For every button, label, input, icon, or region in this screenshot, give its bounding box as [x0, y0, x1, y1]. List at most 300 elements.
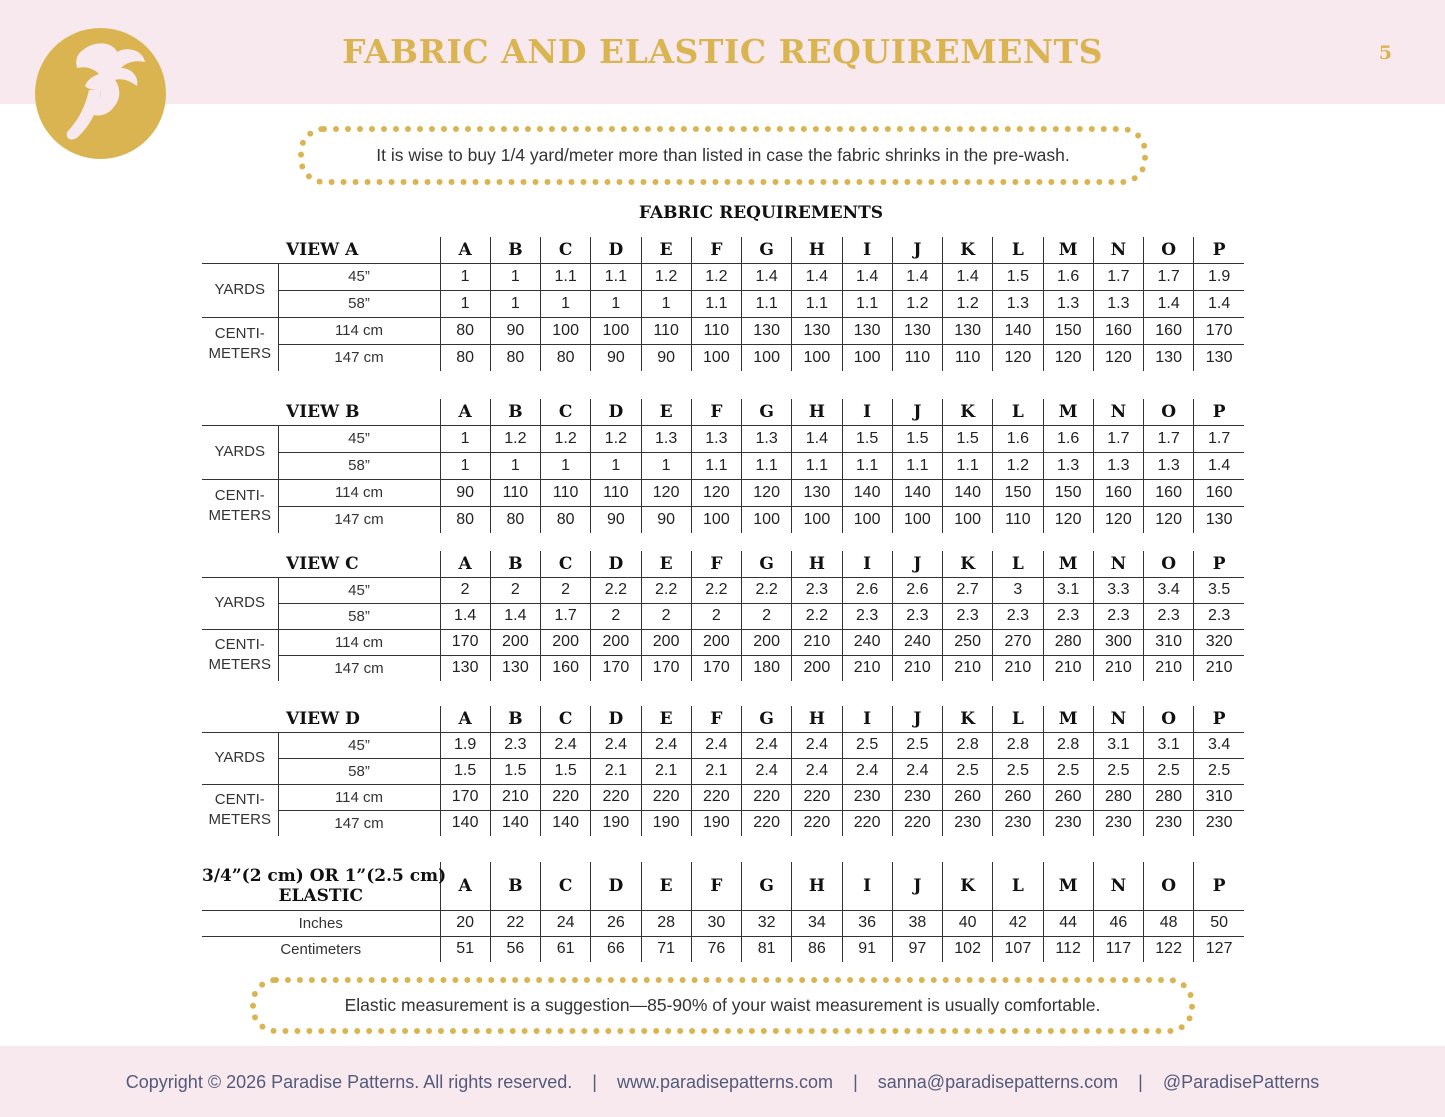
table-cell: 190	[591, 810, 641, 836]
size-header: O	[1144, 237, 1194, 263]
table-cell: 160	[1144, 479, 1194, 506]
fabric-table-view-b	[202, 399, 1244, 533]
size-header: H	[792, 862, 842, 910]
table-cell: 2.4	[641, 732, 691, 758]
table-cell: 140	[993, 317, 1043, 344]
size-header: N	[1093, 551, 1143, 577]
table-cell: 1.4	[490, 603, 540, 629]
size-header: G	[742, 706, 792, 732]
fabric-width: 45”	[278, 577, 440, 603]
table-row	[202, 603, 1244, 629]
size-header: F	[691, 706, 741, 732]
fabric-width: 147 cm	[278, 506, 440, 533]
footer-copyright: Copyright © 2026 Paradise Patterns. All rights reserved.	[125, 1072, 573, 1092]
table-cell: 2.3	[892, 603, 942, 629]
table-cell: 2	[440, 577, 490, 603]
size-header: I	[842, 237, 892, 263]
fabric-width: 147 cm	[278, 344, 440, 371]
table-row	[202, 936, 1244, 962]
table-cell: 2.3	[1144, 603, 1194, 629]
size-header: C	[541, 706, 591, 732]
table-cell: 130	[943, 317, 993, 344]
table-cell: 1.1	[691, 290, 741, 317]
table-cell: 1	[440, 290, 490, 317]
unit-label: METERS	[208, 656, 271, 674]
table-cell: 2.4	[591, 732, 641, 758]
table-cell: 22	[490, 910, 540, 936]
table-cell: 140	[440, 810, 490, 836]
table-cell: 280	[1144, 784, 1194, 810]
table-cell: 170	[440, 784, 490, 810]
size-header: K	[943, 706, 993, 732]
table-header-row	[202, 862, 1244, 910]
table-row	[202, 425, 1244, 452]
size-header: L	[993, 862, 1043, 910]
fabric-width: 114 cm	[278, 479, 440, 506]
size-header: K	[943, 237, 993, 263]
table-cell: 130	[842, 317, 892, 344]
table-cell: 1.3	[993, 290, 1043, 317]
fabric-width: 45”	[278, 263, 440, 290]
table-cell: 230	[892, 784, 942, 810]
fabric-table-view-d	[202, 706, 1244, 836]
table-cell: 100	[541, 317, 591, 344]
table-cell: 1.5	[943, 425, 993, 452]
table-cell: 230	[1093, 810, 1143, 836]
table-cell: 34	[792, 910, 842, 936]
table-cell: 1.5	[490, 758, 540, 784]
prewash-note	[298, 126, 1148, 185]
size-header: L	[993, 551, 1043, 577]
table-cell: 170	[691, 655, 741, 681]
table-cell: 1.5	[440, 758, 490, 784]
table-cell: 48	[1144, 910, 1194, 936]
size-header: M	[1043, 706, 1093, 732]
size-header: L	[993, 237, 1043, 263]
table-cell: 150	[993, 479, 1043, 506]
table-cell: 2.4	[892, 758, 942, 784]
table-cell: 2.4	[792, 732, 842, 758]
table-cell: 230	[993, 810, 1043, 836]
table-cell: 51	[440, 936, 490, 962]
table-cell: 1.1	[842, 290, 892, 317]
table-cell: 1.7	[1093, 263, 1143, 290]
table-cell: 200	[792, 655, 842, 681]
table-cell: 90	[591, 506, 641, 533]
size-header: K	[943, 551, 993, 577]
table-cell: 170	[1194, 317, 1244, 344]
table-cell: 2.2	[691, 577, 741, 603]
table-cell: 270	[993, 629, 1043, 655]
fabric-table-view-a	[202, 237, 1244, 371]
table-cell: 3.1	[1043, 577, 1093, 603]
size-header: H	[792, 551, 842, 577]
table-cell: 1.4	[842, 263, 892, 290]
table-cell: 3.5	[1194, 577, 1244, 603]
elastic-title-line: 3/4”(2 cm) OR 1”(2.5 cm)	[202, 865, 447, 886]
table-cell: 130	[742, 317, 792, 344]
table-cell: 2.6	[842, 577, 892, 603]
table-cell: 220	[792, 810, 842, 836]
table-cell: 2	[641, 603, 691, 629]
fabric-width: 147 cm	[278, 655, 440, 681]
size-header: F	[691, 237, 741, 263]
table-cell: 1.9	[440, 732, 490, 758]
table-cell: 120	[742, 479, 792, 506]
size-header: F	[691, 862, 741, 910]
table-cell: 1	[440, 425, 490, 452]
size-header: O	[1144, 399, 1194, 425]
table-cell: 1.3	[1093, 452, 1143, 479]
table-cell: 1.7	[1194, 425, 1244, 452]
table-cell: 110	[943, 344, 993, 371]
unit-label: YARDS	[214, 281, 266, 298]
table-cell: 100	[691, 344, 741, 371]
table-cell: 240	[842, 629, 892, 655]
table-cell: 220	[842, 810, 892, 836]
table-cell: 2.5	[842, 732, 892, 758]
table-cell: 210	[490, 784, 540, 810]
table-cell: 1.1	[742, 290, 792, 317]
table-cell: 2	[591, 603, 641, 629]
unit-label: CENTI-	[214, 487, 265, 505]
size-header: D	[591, 237, 641, 263]
table-cell: 200	[490, 629, 540, 655]
table-cell: 1.2	[993, 452, 1043, 479]
table-cell: 220	[792, 784, 842, 810]
table-cell: 1.2	[943, 290, 993, 317]
table-cell: 110	[691, 317, 741, 344]
size-header: J	[892, 399, 942, 425]
table-cell: 2.4	[842, 758, 892, 784]
blank-cell	[202, 551, 278, 577]
table-row	[202, 317, 1244, 344]
table-cell: 130	[1144, 344, 1194, 371]
table-cell: 110	[541, 479, 591, 506]
table-cell: 2.1	[691, 758, 741, 784]
table-row	[202, 810, 1244, 836]
table-cell: 90	[641, 344, 691, 371]
table-cell: 210	[1194, 655, 1244, 681]
table-cell: 1.7	[1144, 263, 1194, 290]
table-cell: 1	[591, 452, 641, 479]
page-title: FABRIC AND ELASTIC REQUIREMENTS	[342, 32, 1103, 71]
table-cell: 160	[1093, 479, 1143, 506]
size-header: M	[1043, 551, 1093, 577]
size-header: L	[993, 706, 1043, 732]
table-row	[202, 629, 1244, 655]
table-cell: 170	[641, 655, 691, 681]
table-cell: 200	[691, 629, 741, 655]
view-name: VIEW D	[286, 708, 360, 729]
unit-label: METERS	[208, 811, 271, 829]
table-cell: 24	[541, 910, 591, 936]
table-cell: 100	[742, 344, 792, 371]
table-cell: 90	[490, 317, 540, 344]
table-row	[202, 732, 1244, 758]
table-cell: 1.3	[742, 425, 792, 452]
table-cell: 2.5	[943, 758, 993, 784]
table-cell: 200	[541, 629, 591, 655]
unit-yards	[202, 577, 278, 629]
blank-cell	[202, 237, 278, 263]
table-cell: 110	[591, 479, 641, 506]
blank-cell	[202, 706, 278, 732]
footer-social-link[interactable]: @ParadisePatterns	[1162, 1072, 1320, 1092]
table-cell: 110	[993, 506, 1043, 533]
fabric-width: 45”	[278, 425, 440, 452]
table-cell: 20	[440, 910, 490, 936]
table-cell: 1.2	[490, 425, 540, 452]
table-cell: 230	[842, 784, 892, 810]
footer-separator: |	[853, 1072, 858, 1092]
table-cell: 250	[943, 629, 993, 655]
footer	[0, 1072, 1445, 1093]
table-cell: 2.5	[1144, 758, 1194, 784]
table-cell: 1.5	[892, 425, 942, 452]
unit-centimeters	[202, 479, 278, 533]
table-cell: 26	[591, 910, 641, 936]
unit-label: YARDS	[214, 749, 266, 766]
table-row	[202, 452, 1244, 479]
table-cell: 61	[541, 936, 591, 962]
table-cell: 310	[1144, 629, 1194, 655]
elastic-unit-label: Inches	[202, 910, 440, 936]
size-header: B	[490, 706, 540, 732]
size-header: G	[742, 399, 792, 425]
page-number: 5	[1378, 42, 1392, 64]
footer-email-link[interactable]: sanna@paradisepatterns.com	[877, 1072, 1119, 1092]
table-header-row	[202, 706, 1244, 732]
elastic-unit-label: Centimeters	[202, 936, 440, 962]
size-header: A	[440, 551, 490, 577]
table-cell: 112	[1043, 936, 1093, 962]
size-header: K	[943, 399, 993, 425]
table-cell: 102	[943, 936, 993, 962]
unit-centimeters	[202, 317, 278, 371]
table-cell: 3.4	[1194, 732, 1244, 758]
fabric-width: 58”	[278, 290, 440, 317]
fabric-width: 58”	[278, 758, 440, 784]
table-cell: 2.8	[993, 732, 1043, 758]
table-cell: 210	[1093, 655, 1143, 681]
table-cell: 1	[641, 290, 691, 317]
table-cell: 1.3	[691, 425, 741, 452]
table-cell: 38	[892, 910, 942, 936]
table-cell: 300	[1093, 629, 1143, 655]
table-cell: 260	[943, 784, 993, 810]
size-header: E	[641, 399, 691, 425]
table-cell: 81	[742, 936, 792, 962]
unit-label: CENTI-	[214, 325, 265, 343]
table-cell: 1.1	[541, 263, 591, 290]
table-cell: 2.3	[1194, 603, 1244, 629]
size-header: D	[591, 862, 641, 910]
table-cell: 220	[742, 784, 792, 810]
view-name: VIEW A	[286, 239, 359, 260]
size-header: A	[440, 862, 490, 910]
table-cell: 2.8	[1043, 732, 1093, 758]
table-cell: 1.7	[541, 603, 591, 629]
table-cell: 80	[440, 344, 490, 371]
table-row	[202, 479, 1244, 506]
table-row	[202, 910, 1244, 936]
table-cell: 100	[842, 344, 892, 371]
size-header: L	[993, 399, 1043, 425]
table-cell: 230	[1144, 810, 1194, 836]
table-cell: 160	[1144, 317, 1194, 344]
table-cell: 90	[641, 506, 691, 533]
table-row	[202, 758, 1244, 784]
size-header: M	[1043, 399, 1093, 425]
table-cell: 2.4	[742, 758, 792, 784]
table-cell: 71	[641, 936, 691, 962]
table-cell: 2.5	[993, 758, 1043, 784]
size-header: D	[591, 706, 641, 732]
elastic-note-text: Elastic measurement is a suggestion—85-90% of your waist measurement is usually comfortable.	[344, 995, 1101, 1015]
table-cell: 44	[1043, 910, 1093, 936]
table-cell: 140	[541, 810, 591, 836]
table-cell: 1.4	[742, 263, 792, 290]
size-header: O	[1144, 551, 1194, 577]
unit-label: YARDS	[214, 443, 266, 460]
table-cell: 86	[792, 936, 842, 962]
table-cell: 107	[993, 936, 1043, 962]
size-header: K	[943, 862, 993, 910]
table-cell: 230	[1194, 810, 1244, 836]
table-cell: 2.7	[943, 577, 993, 603]
table-cell: 220	[691, 784, 741, 810]
size-header: G	[742, 237, 792, 263]
table-header-row	[202, 551, 1244, 577]
table-cell: 2.6	[892, 577, 942, 603]
table-cell: 160	[1093, 317, 1143, 344]
table-cell: 3.4	[1144, 577, 1194, 603]
size-header: I	[842, 399, 892, 425]
table-row	[202, 784, 1244, 810]
table-cell: 97	[892, 936, 942, 962]
table-cell: 1.7	[1144, 425, 1194, 452]
table-cell: 140	[943, 479, 993, 506]
table-cell: 117	[1093, 936, 1143, 962]
size-header: B	[490, 399, 540, 425]
size-header: I	[842, 551, 892, 577]
table-cell: 2	[541, 577, 591, 603]
table-cell: 50	[1194, 910, 1244, 936]
size-header: D	[591, 551, 641, 577]
table-cell: 230	[943, 810, 993, 836]
size-header: C	[541, 237, 591, 263]
size-header: J	[892, 551, 942, 577]
table-row	[202, 344, 1244, 371]
table-cell: 2.5	[1194, 758, 1244, 784]
table-cell: 210	[842, 655, 892, 681]
table-cell: 1.1	[591, 263, 641, 290]
size-header: B	[490, 237, 540, 263]
table-cell: 1.1	[691, 452, 741, 479]
table-cell: 2.5	[1093, 758, 1143, 784]
size-header: H	[792, 706, 842, 732]
footer-separator: |	[592, 1072, 597, 1092]
size-header: J	[892, 862, 942, 910]
unit-label: METERS	[208, 507, 271, 525]
table-cell: 2	[742, 603, 792, 629]
table-cell: 100	[691, 506, 741, 533]
table-cell: 130	[792, 317, 842, 344]
table-cell: 2.2	[742, 577, 792, 603]
table-cell: 1.4	[440, 603, 490, 629]
unit-label: YARDS	[214, 594, 266, 611]
table-cell: 100	[792, 344, 842, 371]
table-cell: 260	[993, 784, 1043, 810]
unit-centimeters	[202, 784, 278, 836]
table-cell: 100	[792, 506, 842, 533]
fabric-width: 58”	[278, 452, 440, 479]
table-cell: 260	[1043, 784, 1093, 810]
size-header: P	[1194, 237, 1244, 263]
table-cell: 220	[591, 784, 641, 810]
table-cell: 130	[440, 655, 490, 681]
prewash-note-text: It is wise to buy 1/4 yard/meter more than listed in case the fabric shrinks in the pre-wash.	[376, 145, 1070, 165]
table-cell: 140	[842, 479, 892, 506]
size-header: H	[792, 399, 842, 425]
table-cell: 100	[591, 317, 641, 344]
size-header: C	[541, 862, 591, 910]
table-cell: 2.3	[842, 603, 892, 629]
table-cell: 2	[490, 577, 540, 603]
table-row	[202, 506, 1244, 533]
table-cell: 210	[892, 655, 942, 681]
table-cell: 180	[742, 655, 792, 681]
size-header: N	[1093, 237, 1143, 263]
unit-label: CENTI-	[214, 636, 265, 654]
table-cell: 280	[1093, 784, 1143, 810]
table-cell: 210	[1043, 655, 1093, 681]
table-cell: 200	[591, 629, 641, 655]
table-cell: 1	[641, 452, 691, 479]
unit-yards	[202, 732, 278, 784]
table-cell: 90	[440, 479, 490, 506]
table-cell: 190	[691, 810, 741, 836]
fabric-width: 114 cm	[278, 317, 440, 344]
table-cell: 2.3	[792, 577, 842, 603]
table-cell: 130	[1194, 344, 1244, 371]
footer-website-link[interactable]: www.paradisepatterns.com	[616, 1072, 834, 1092]
table-cell: 130	[1194, 506, 1244, 533]
table-cell: 220	[742, 810, 792, 836]
table-cell: 1.5	[842, 425, 892, 452]
size-header: C	[541, 551, 591, 577]
elastic-note	[250, 977, 1195, 1034]
table-cell: 1.3	[1144, 452, 1194, 479]
size-header: G	[742, 862, 792, 910]
size-header: N	[1093, 862, 1143, 910]
size-header: B	[490, 862, 540, 910]
table-cell: 80	[541, 344, 591, 371]
table-cell: 1	[541, 290, 591, 317]
table-cell: 1.2	[641, 263, 691, 290]
elastic-title	[202, 862, 447, 910]
table-cell: 2.2	[641, 577, 691, 603]
size-header: P	[1194, 551, 1244, 577]
elastic-title-line: ELASTIC	[278, 885, 363, 906]
size-header: C	[541, 399, 591, 425]
table-cell: 110	[641, 317, 691, 344]
table-cell: 240	[892, 629, 942, 655]
table-cell: 1	[541, 452, 591, 479]
table-cell: 200	[742, 629, 792, 655]
table-cell: 1.5	[993, 263, 1043, 290]
